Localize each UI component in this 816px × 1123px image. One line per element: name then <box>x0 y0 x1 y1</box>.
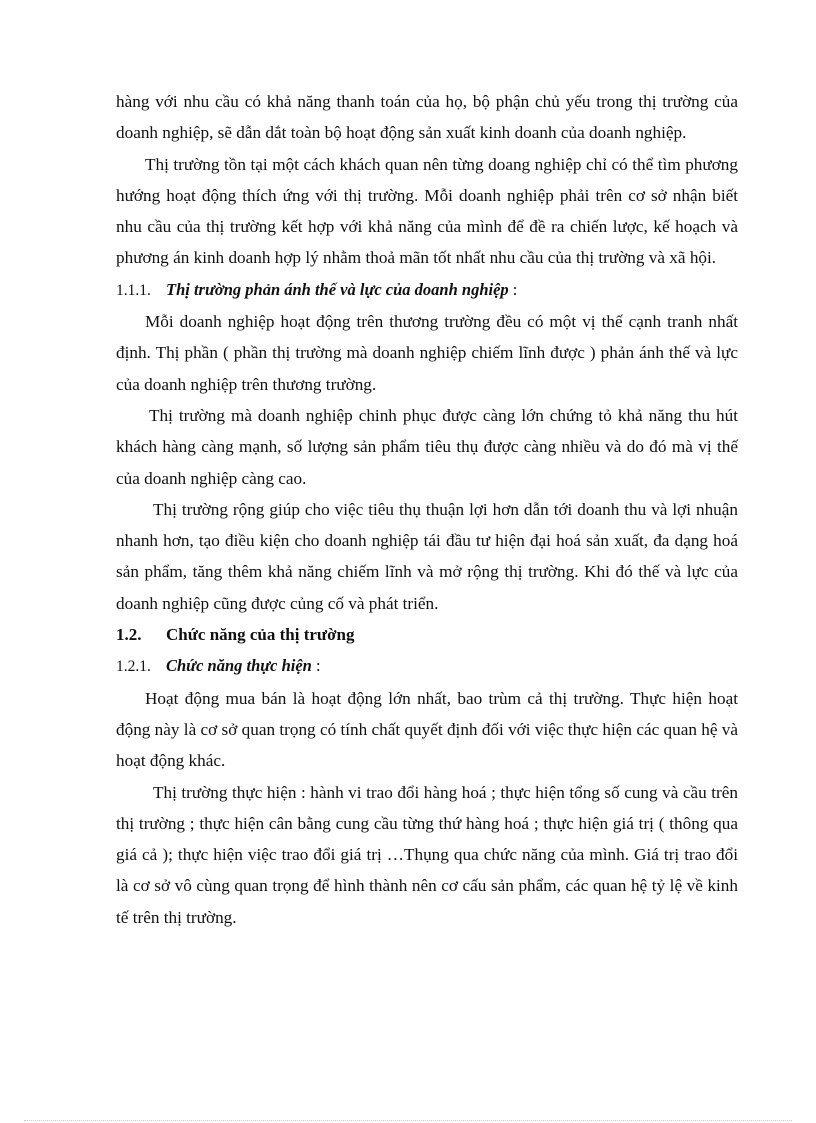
page-content <box>116 86 738 933</box>
heading-1-2 <box>116 619 738 650</box>
paragraph: hàng với nhu cầu có khả năng thanh toán của họ, bộ phận chủ yếu trong thị trường của doanh nghiệp, sẽ dẫn dắt toàn bộ hoạt động sản xuất kinh doanh của doanh nghiệp. <box>116 92 738 143</box>
paragraph: Mỗi doanh nghiệp hoạt động trên thương trường đều có một vị thế cạnh tranh nhất định. Thị phần ( phần thị trường mà doanh nghiệp chiếm lĩnh được ) phản ánh thế và lực của doanh nghiệp trên thương trường. <box>116 312 738 394</box>
heading-number: 1.2.1. <box>116 658 151 676</box>
paragraph: Thị trường mà doanh nghiệp chinh phục được càng lớn chứng tỏ khả năng thu hút khách hàng càng mạnh, số lượng sản phẩm tiêu thụ được càng nhiều và do đó mà vị thế của doanh nghiệp càng cao. <box>116 405 738 488</box>
heading-1-1-1 <box>116 274 738 306</box>
paragraph: Hoạt động mua bán là hoạt động lớn nhất, bao trùm cả thị trường. Thực hiện hoạt động này là cơ sở quan trọng có tính chất quyết định đối với việc thực hiện các quan hệ và hoạt động khác. <box>116 688 738 771</box>
heading-suffix: : <box>315 656 321 676</box>
heading-1-2-1 <box>116 650 738 682</box>
heading-suffix: : <box>512 279 518 299</box>
page-bottom-divider <box>24 1120 792 1121</box>
paragraph: Thị trường rộng giúp cho việc tiêu thụ thuận lợi hơn dẫn tới doanh thu và lợi nhuận nhanh hơn, tạo điều kiện cho doanh nghiệp tái đầu tư hiện đại hoá sản xuất, đa dạng hoá sản phẩm, tăng thêm khả năng chiếm lĩnh và mở rộng thị trường. Khi đó thế và lực của doanh nghiệp cũng được củng cố và phát triển. <box>116 499 738 613</box>
heading-title: Chức năng thực hiện <box>166 656 312 676</box>
heading-number: 1.2. <box>116 625 142 645</box>
heading-title: Chức năng của thị trường <box>166 625 355 645</box>
heading-title: Thị trường phản ánh thế và lực của doanh nghiệp <box>166 279 509 299</box>
heading-number: 1.1.1. <box>116 281 151 299</box>
paragraph: Thị trường thực hiện : hành vi trao đổi hàng hoá ; thực hiện tổng số cung và cầu trên thị trường ; thực hiện cân bằng cung cầu từng thứ hàng hoá ; thực hiện giá trị ( thông qua giá cả ); thực hiện việc trao đổi giá trị …Thụng qua chức năng của mình. Giá trị trao đổi là cơ sở vô cùng quan trọng để hình thành nên cơ cấu sản phẩm, các quan hệ tỷ lệ về kinh tế trên thị trường. <box>116 782 738 927</box>
paragraph: Thị trường tồn tại một cách khách quan nên từng doang nghiệp chỉ có thể tìm phương hướng hoạt động thích ứng với thị trường. Mỗi doanh nghiệp phải trên cơ sở nhận biết nhu cầu của thị trường kết hợp với khả năng của mình để đề ra chiến lược, kế hoạch và phương án kinh doanh hợp lý nhằm thoả mãn tốt nhất nhu cầu của thị trường và xã hội. <box>116 154 738 268</box>
